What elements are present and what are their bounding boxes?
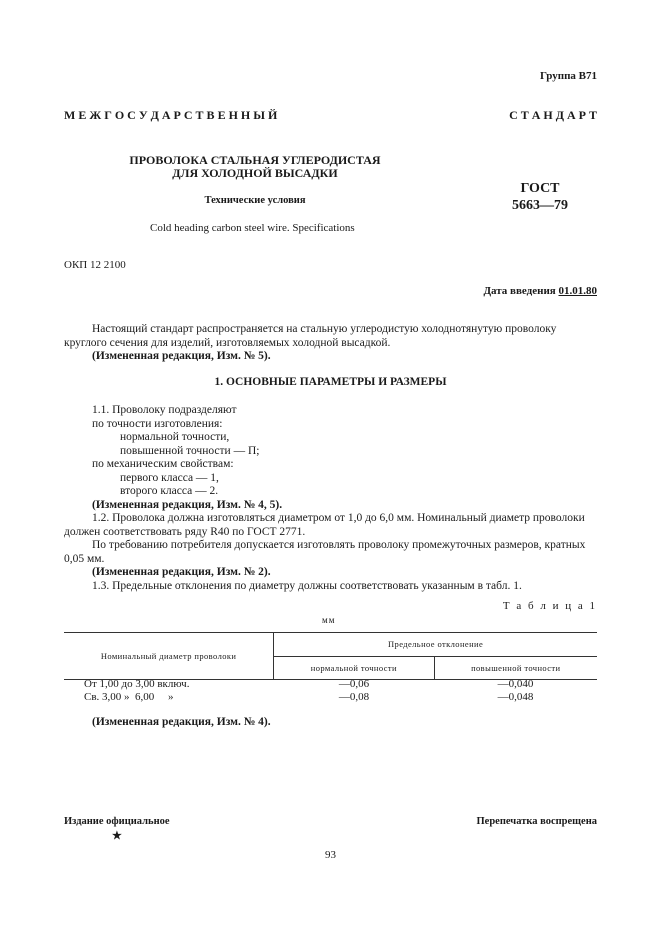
col-normal-accuracy: нормальной точности bbox=[274, 656, 434, 680]
gost-number: 5663—79 bbox=[512, 198, 568, 213]
cell-diameter: От 1,00 до 3,00 включ. bbox=[84, 678, 190, 690]
reprint-notice: Перепечатка воспрещена bbox=[476, 816, 597, 827]
revision-4-5: (Измененная редакция, Изм. № 4, 5). bbox=[92, 498, 283, 511]
page-number: 93 bbox=[325, 849, 336, 861]
cell-diameter: Св. 3,00 » 6,00 » bbox=[84, 691, 174, 703]
para-1-2: 1.2. Проволока должна изготовляться диаметром от 1,0 до 6,0 мм. Номинальный диаметр проволоки должен соответствовать ряду R40 по ГОСТ 2771. bbox=[64, 512, 585, 538]
star-icon: ★ bbox=[112, 830, 122, 842]
para-1-1-class-1: первого класса — 1, bbox=[120, 471, 219, 484]
cell-high: —0,048 bbox=[497, 691, 534, 703]
document-subtitle: Технические условия bbox=[204, 195, 306, 206]
table-label: Т а б л и ц а 1 bbox=[502, 600, 597, 612]
official-edition: Издание официальное bbox=[64, 816, 170, 827]
table-revision: (Измененная редакция, Изм. № 4). bbox=[92, 716, 271, 728]
para-1-1-mechanical: по механическим свойствам: bbox=[92, 458, 234, 470]
cell-normal: —0,06 bbox=[338, 678, 370, 690]
cell-normal: —0,08 bbox=[338, 691, 370, 703]
date-label: Дата введения bbox=[483, 285, 556, 297]
para-1-1: 1.1. Проволоку подразделяют bbox=[92, 404, 237, 416]
para-1-2-intermediate: По требованию потребителя допускается изготовлять проволоку промежуточных размеров, кратных 0,05 мм. bbox=[64, 539, 586, 565]
col-group-deviation: Предельное отклонение bbox=[274, 633, 597, 657]
table-row bbox=[64, 691, 597, 704]
intro-paragraph: Настоящий стандарт распространяется на стальную углеродистую холоднотянутую проволоку круглого сечения для изделий, изготовляемых холодной высадкой. bbox=[64, 323, 557, 349]
col-nominal-diameter: Номинальный диаметр проволоки bbox=[64, 633, 274, 680]
gost-designation bbox=[510, 180, 570, 214]
deviation-table-header bbox=[64, 632, 597, 680]
intro-block bbox=[64, 323, 597, 364]
para-1-3: 1.3. Предельные отклонения по диаметру должны соответствовать указанным в табл. 1. bbox=[92, 579, 522, 592]
standard-type-heading bbox=[64, 108, 597, 123]
intro-revision: (Измененная редакция, Изм. № 5). bbox=[92, 350, 271, 362]
title-line-1: ПРОВОЛОКА СТАЛЬНАЯ УГЛЕРОДИСТАЯ bbox=[129, 153, 381, 167]
para-1-1-class-2: второго класса — 2. bbox=[120, 485, 219, 497]
section-heading: 1. ОСНОВНЫЕ ПАРАМЕТРЫ И РАЗМЕРЫ bbox=[214, 376, 447, 388]
table-row bbox=[64, 678, 597, 691]
col-high-accuracy: повышенной точности bbox=[434, 656, 597, 680]
standard-word-standard: С Т А Н Д А Р Т bbox=[509, 108, 597, 122]
para-1-1-accuracy: по точности изготовления: bbox=[92, 417, 223, 430]
section1-body bbox=[64, 404, 597, 593]
effective-date bbox=[0, 285, 597, 297]
para-1-1-accuracy-high: повышенной точности — П; bbox=[120, 444, 260, 457]
deviation-table-body bbox=[64, 678, 597, 704]
document-title bbox=[60, 154, 450, 180]
table-unit: мм bbox=[322, 615, 336, 625]
cell-high: —0,040 bbox=[497, 678, 534, 690]
title-line-2: ДЛЯ ХОЛОДНОЙ ВЫСАДКИ bbox=[172, 166, 338, 180]
group-code: Группа В71 bbox=[539, 70, 597, 82]
standard-word-interstate: М Е Ж Г О С У Д А Р С Т В Е Н Н Ы Й bbox=[64, 108, 278, 122]
date-value: 01.01.80 bbox=[558, 285, 597, 297]
revision-2: (Измененная редакция, Изм. № 2). bbox=[92, 566, 271, 578]
english-title: Cold heading carbon steel wire. Specifications bbox=[150, 222, 355, 234]
gost-label: ГОСТ bbox=[520, 181, 560, 196]
para-1-1-accuracy-normal: нормальной точности, bbox=[120, 431, 230, 443]
okp-code: ОКП 12 2100 bbox=[64, 259, 126, 271]
